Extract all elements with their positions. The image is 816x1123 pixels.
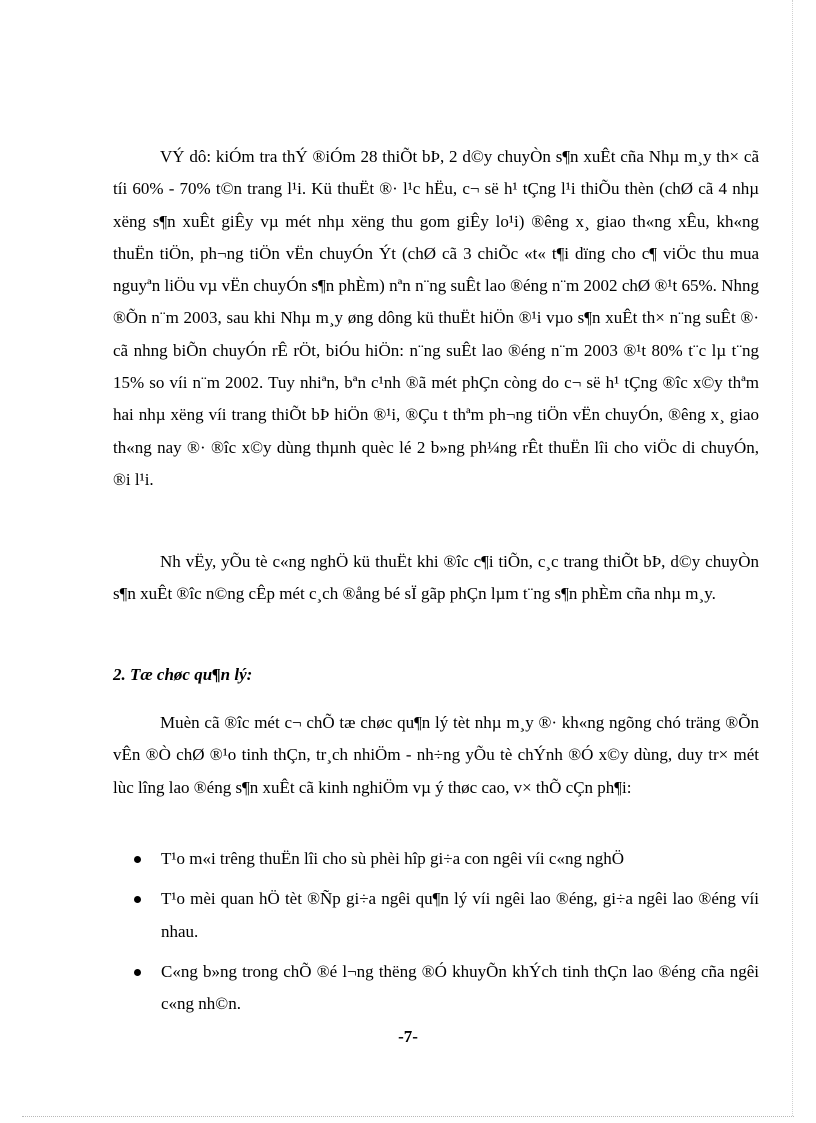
section-heading-organization: 2. Tæ chøc qu¶n lý: bbox=[113, 665, 253, 684]
page-number: -7- bbox=[398, 1027, 418, 1046]
paragraph-management-mechanism: Muèn cã ®îc mét c¬ chÕ tæ chøc qu¶n lý tèt nhµ m¸y ®· kh«ng ngõng chó träng ®Õn vÊn ®Ò chØ ®¹o tinh thÇn, tr¸ch nhiÖm - nh÷ng yÕu tè chÝnh ®Ó x©y dùng, duy tr× mét lùc lîng lao ®éng s¶n xuÊt cã kinh nghiÖm vµ ý thøc cao, v× thÕ cÇn ph¶i: bbox=[113, 713, 759, 797]
list-item bbox=[113, 843, 759, 875]
bullet-icon bbox=[134, 896, 141, 903]
paragraph-technology-conclusion: Nh vËy, yÕu tè c«ng nghÖ kü thuËt khi ®îc c¶i tiÕn, c¸c trang thiÕt bÞ, d©y chuyÒn s¶n xuÊt ®îc n©ng cÊp mét c¸ch ®ång bé sÏ gãp phÇn lµm t¨ng s¶n phÈm cña nhµ m¸y. bbox=[113, 552, 759, 604]
list-item-text: T¹o mèi quan hÖ tèt ®Ñp gi÷a ngêi qu¶n lý víi ngêi lao ®éng, gi÷a ngêi lao ®éng víi nhau. bbox=[161, 889, 759, 941]
paragraph-example-equipment: VÝ dô: kiÓm tra thÝ ®iÓm 28 thiÕt bÞ, 2 d©y chuyÒn s¶n xuÊt cña Nhµ m¸y th× cã tíi 60% - 70% t©n trang l¹i. Kü thuËt ®· l¹c hËu, c¬ së h¹ tÇng l¹i thiÕu thèn (chØ cã 4 nhµ xëng s¶n xuÊt giÊy vµ mét nhµ xëng thu gom giÊy lo¹i) ®êng x¸ giao th«ng xÊu, kh«ng thuËn tiÖn, ph¬ng tiÖn vËn chuyÓn Ýt (chØ cã 3 chiÕc «t« t¶i dïng cho c¶ viÖc thu mua nguyªn liÖu vµ vËn chuyÓn s¶n phÈm) nªn n¨ng suÊt lao ®éng n¨m 2002 chØ ®¹t 65%. Nhng ®Õn n¨m 2003, sau khi Nhµ m¸y øng dông kü thuËt hiÖn ®¹i vµo s¶n xuÊt th× n¨ng suÊt ®· cã nhng biÕn chuyÓn rÊ rÖt, biÓu hiÖn: n¨ng suÊt lao ®éng n¨m 2003 ®¹t 80% t¨c lµ t¨ng 15% so víi n¨m 2002. Tuy nhiªn, bªn c¹nh ®ã mét phÇn còng do c¬ së h¹ tÇng ®îc x©y thªm hai nhµ xëng víi trang thiÕt bÞ hiÖn ®¹i, ®Çu t thªm ph¬ng tiÖn vËn chuyÓn, ®êng x¸ giao th«ng nay ®· ®îc x©y dùng thµnh quèc lé 2 b»ng ph¼ng rÊt thuËn lîi cho viÖc di chuyÓn, ®i l¹i. bbox=[113, 147, 759, 489]
list-item bbox=[113, 956, 759, 1021]
list-item-text: T¹o m«i trêng thuËn lîi cho sù phèi hîp gi÷a con ngêi víi c«ng nghÖ bbox=[161, 849, 624, 868]
list-item-text: C«ng b»ng trong chÕ ®é l¬ng thëng ®Ó khuyÕn khÝch tinh thÇn lao ®éng cña ngêi c«ng nh©n. bbox=[161, 961, 759, 1014]
page-right-border bbox=[792, 0, 793, 1116]
requirements-list bbox=[113, 843, 759, 1028]
bullet-icon bbox=[134, 856, 141, 863]
bullet-icon bbox=[134, 969, 141, 976]
list-item bbox=[113, 883, 759, 948]
page-bottom-border bbox=[22, 1116, 794, 1117]
